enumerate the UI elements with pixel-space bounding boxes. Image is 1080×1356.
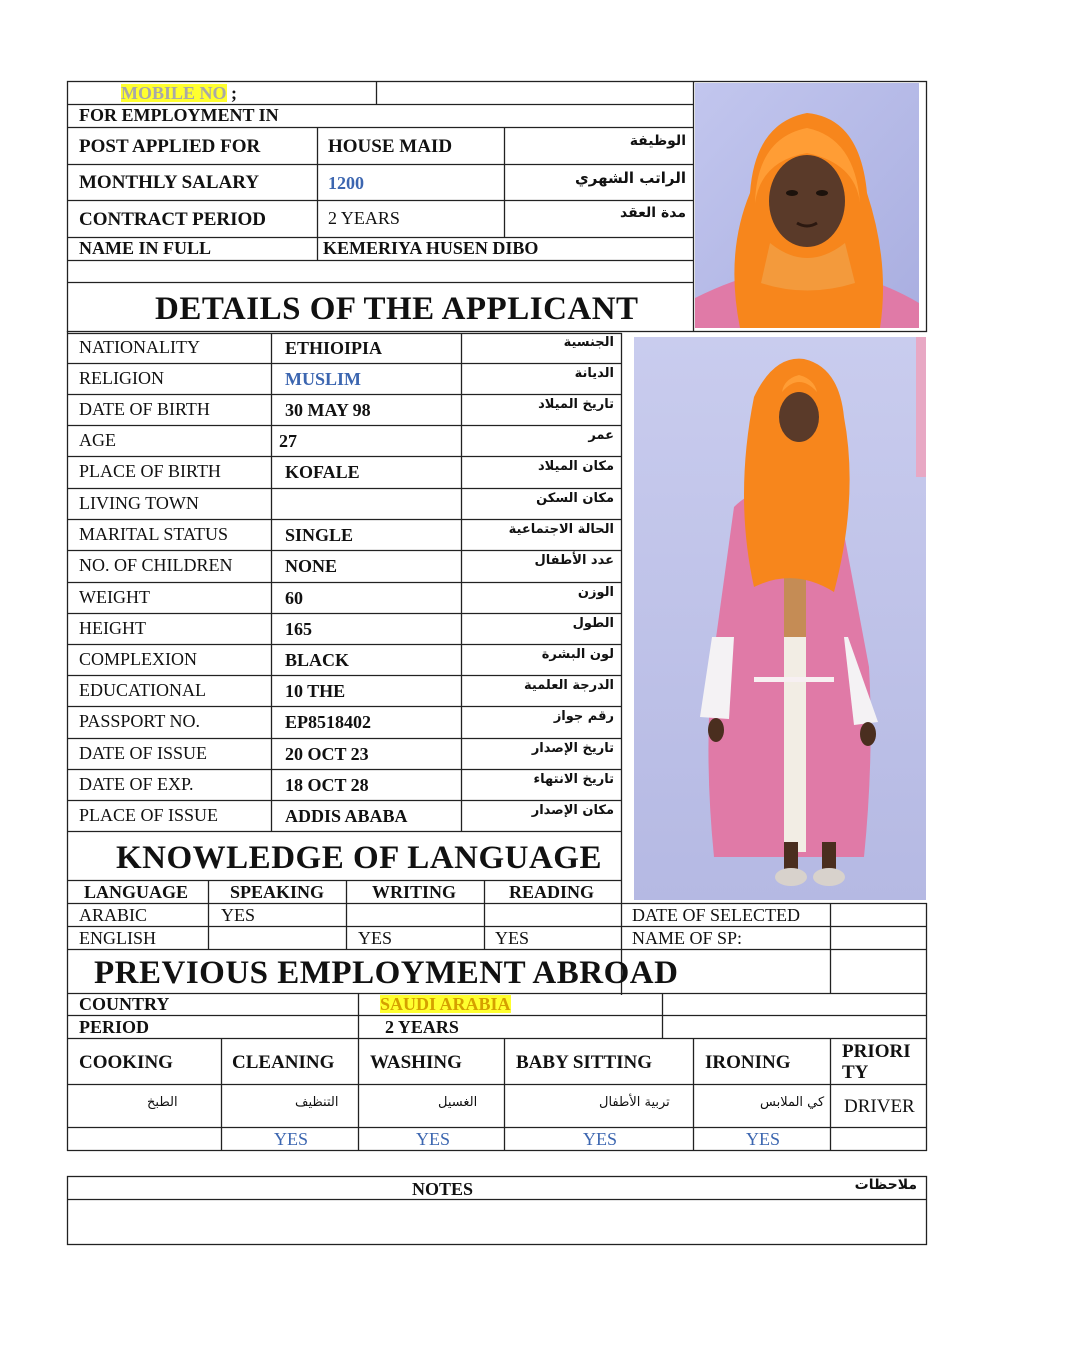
detail-arabic-label: عمر	[588, 428, 614, 443]
mobile-label: MOBILE NO	[121, 83, 227, 103]
detail-label: AGE	[79, 430, 116, 450]
detail-value: KOFALE	[285, 462, 360, 482]
previous-employment-title: PREVIOUS EMPLOYMENT ABROAD	[94, 955, 679, 991]
detail-label: NO. OF CHILDREN	[79, 555, 233, 575]
cleaning-yes: YES	[274, 1129, 309, 1149]
detail-arabic-label: عدد الأطفال	[534, 553, 614, 568]
detail-label: NATIONALITY	[79, 337, 200, 357]
cooking-header: COOKING	[79, 1052, 173, 1073]
priority-value: DRIVER	[844, 1096, 915, 1117]
detail-label: DATE OF BIRTH	[79, 399, 210, 419]
post-applied-label: POST APPLIED FOR	[79, 136, 261, 157]
washing-header: WASHING	[370, 1052, 462, 1073]
detail-value: 10 THE	[285, 681, 346, 701]
priority-header-line1: PRIORI	[842, 1041, 911, 1062]
language-title: KNOWLEDGE OF LANGUAGE	[116, 840, 602, 876]
mobile-separator: ;	[231, 83, 237, 103]
detail-label: MARITAL STATUS	[79, 524, 228, 544]
baby-sitting-arabic: تربية الأطفال	[599, 1095, 670, 1110]
language-row-arabic: ARABIC	[79, 905, 148, 925]
english-reading: YES	[495, 928, 530, 948]
detail-label: WEIGHT	[79, 587, 150, 607]
baby-sitting-header: BABY SITTING	[516, 1052, 653, 1073]
reading-header: READING	[509, 882, 595, 902]
detail-arabic-label: مكان السكن	[536, 491, 614, 506]
detail-value: SINGLE	[285, 525, 354, 545]
detail-label: RELIGION	[79, 368, 164, 388]
detail-value: 165	[285, 619, 312, 639]
detail-value: 60	[285, 588, 303, 608]
detail-arabic-label: تاريخ الانتهاء	[533, 772, 614, 787]
monthly-salary-value: 1200	[328, 173, 364, 193]
detail-arabic-label: تاريخ الميلاد	[538, 397, 614, 412]
detail-label: LIVING TOWN	[79, 493, 199, 513]
detail-value: ETHIOIPIA	[285, 338, 383, 358]
contract-period-value: 2 YEARS	[328, 208, 400, 228]
priority-header-line2: TY	[842, 1062, 869, 1083]
detail-label: PLACE OF ISSUE	[79, 805, 219, 825]
detail-label: DATE OF EXP.	[79, 774, 194, 794]
ironing-arabic: كي الملابس	[760, 1095, 825, 1110]
detail-label: PLACE OF BIRTH	[79, 461, 221, 481]
notes-arabic: ملاحظات	[854, 1177, 917, 1193]
post-applied-arabic: الوظيفة	[629, 133, 686, 149]
detail-arabic-label: لون البشرة	[541, 647, 614, 662]
portrait-photo	[695, 83, 919, 328]
cleaning-arabic: التنظيف	[295, 1095, 339, 1110]
detail-arabic-label: الجنسية	[563, 335, 614, 350]
country-value: SAUDI ARABIA	[380, 994, 511, 1014]
monthly-salary-label: MONTHLY SALARY	[79, 172, 260, 193]
detail-value: 30 MAY 98	[285, 400, 371, 420]
detail-value: ADDIS ABABA	[285, 806, 408, 826]
detail-value: MUSLIM	[285, 369, 361, 389]
language-header: LANGUAGE	[84, 882, 189, 902]
detail-label: COMPLEXION	[79, 649, 198, 669]
monthly-salary-arabic: الراتب الشهري	[575, 169, 686, 187]
english-writing: YES	[358, 928, 393, 948]
ironing-yes: YES	[746, 1129, 781, 1149]
period-value: 2 YEARS	[385, 1017, 459, 1037]
detail-arabic-label: الديانة	[574, 366, 614, 381]
period-label: PERIOD	[79, 1017, 150, 1037]
contract-period-label: CONTRACT PERIOD	[79, 209, 267, 230]
detail-arabic-label: الدرجة العلمية	[524, 678, 614, 693]
detail-value: 20 OCT 23	[285, 744, 369, 764]
ironing-header: IRONING	[705, 1052, 791, 1073]
washing-yes: YES	[416, 1129, 451, 1149]
cleaning-header: CLEANING	[232, 1052, 335, 1073]
detail-arabic-label: الوزن	[577, 585, 614, 600]
detail-value: EP8518402	[285, 712, 372, 732]
detail-arabic-label: الحالة الاجتماعية	[508, 522, 614, 537]
cooking-arabic: الطبخ	[147, 1095, 178, 1110]
detail-value: 18 OCT 28	[285, 775, 369, 795]
post-applied-value: HOUSE MAID	[328, 136, 453, 157]
speaking-header: SPEAKING	[230, 882, 325, 902]
detail-arabic-label: رقم جواز	[553, 709, 614, 724]
detail-value: NONE	[285, 556, 338, 576]
detail-arabic-label: تاريخ الإصدار	[531, 741, 614, 756]
detail-label: PASSPORT NO.	[79, 711, 200, 731]
date-of-selected-label: DATE OF SELECTED	[632, 905, 800, 925]
detail-arabic-label: مكان الإصدار	[531, 803, 614, 818]
sp-name-label: NAME OF SP:	[632, 928, 743, 948]
detail-label: DATE OF ISSUE	[79, 743, 208, 763]
arabic-speaking: YES	[221, 905, 256, 925]
employment-in-label: FOR EMPLOYMENT IN	[79, 105, 279, 125]
washing-arabic: الغسيل	[438, 1095, 478, 1110]
notes-label: NOTES	[412, 1179, 474, 1199]
detail-label: HEIGHT	[79, 618, 146, 638]
detail-value: 27	[279, 431, 297, 451]
detail-label: EDUCATIONAL	[79, 680, 206, 700]
name-in-full-value: KEMERIYA HUSEN DIBO	[323, 238, 539, 258]
language-row-english: ENGLISH	[79, 928, 156, 948]
detail-arabic-label: الطول	[572, 616, 614, 631]
baby-sitting-yes: YES	[583, 1129, 618, 1149]
detail-value: BLACK	[285, 650, 350, 670]
detail-arabic-label: مكان الميلاد	[537, 459, 614, 474]
contract-period-arabic: مدة العقد	[619, 205, 686, 221]
name-in-full-label: NAME IN FULL	[79, 238, 212, 258]
details-title: DETAILS OF THE APPLICANT	[155, 291, 639, 327]
writing-header: WRITING	[372, 882, 457, 902]
country-label: COUNTRY	[79, 994, 170, 1014]
full-body-photo	[634, 337, 926, 900]
